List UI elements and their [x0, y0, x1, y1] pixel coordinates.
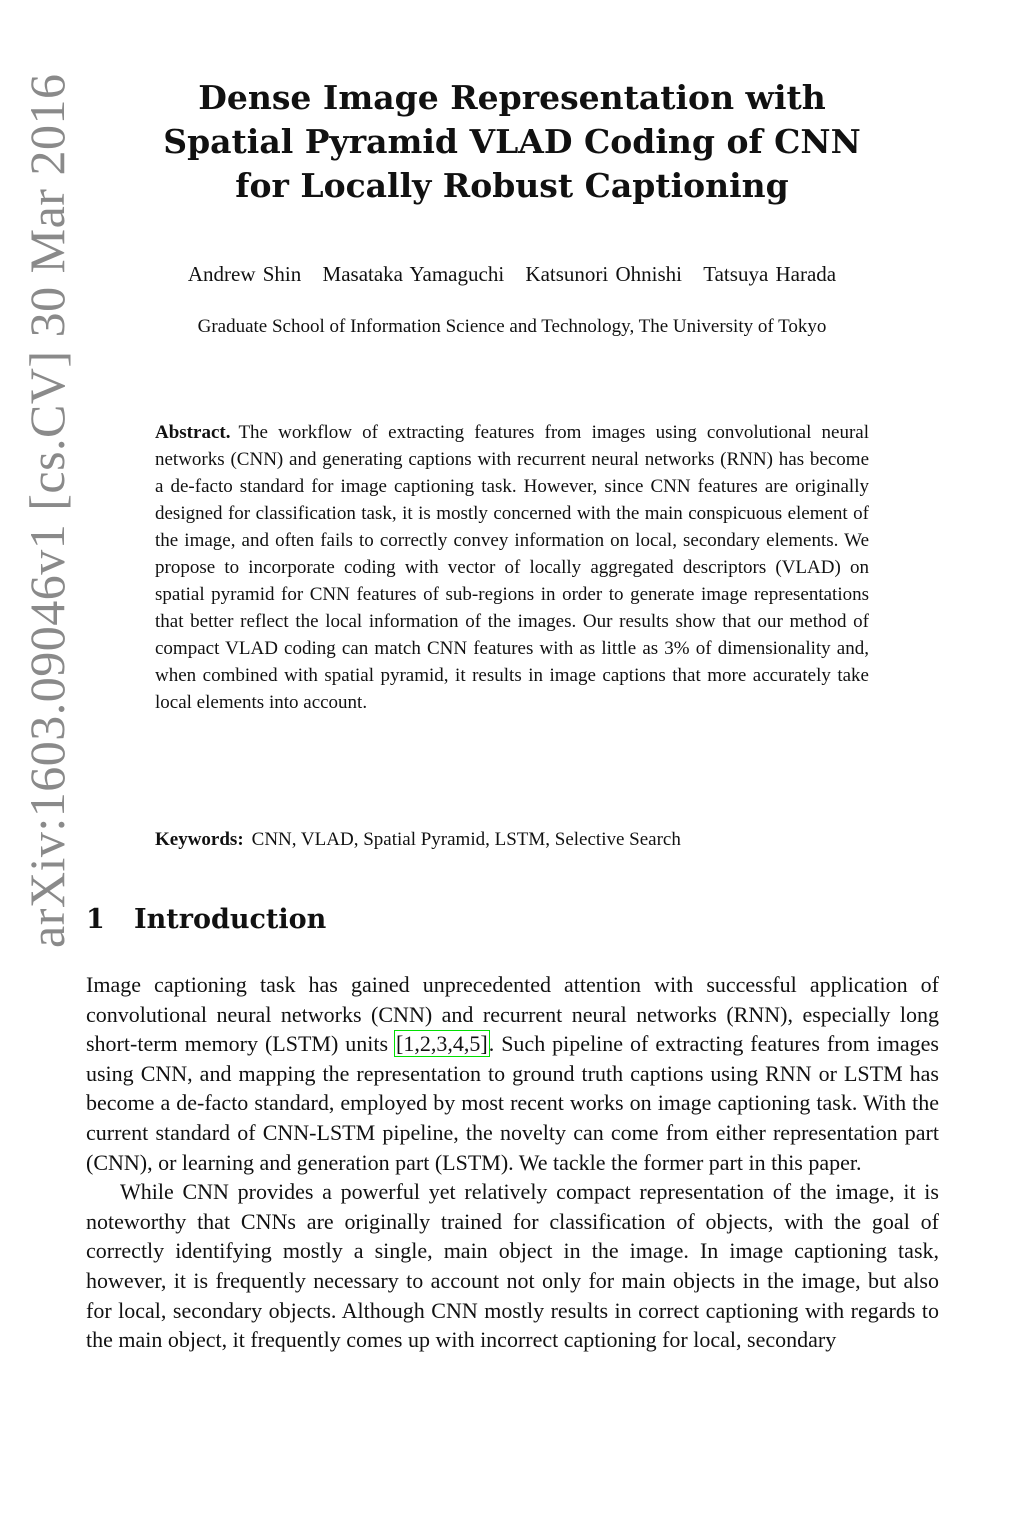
citation-link[interactable]: 1 — [403, 1031, 415, 1057]
keywords — [155, 826, 869, 853]
author-name: Tatsuya Harada — [703, 262, 837, 286]
author-name: Katsunori Ohnishi — [525, 262, 682, 286]
author-name: Masataka Yamaguchi — [322, 262, 505, 286]
citation-link[interactable]: 2 — [419, 1031, 431, 1057]
paragraph-text: . Such pipeline of extracting features from images using CNN, and mapping the representation to ground truth captions using RNN or LSTM has become a de-facto standard, employed by most recent works on image captioning task. With the current standard of CNN-LSTM pipeline, the novelty can come from either representation part (CNN), or learning and generation part (LSTM). We tackle the former part in this paper. — [86, 1031, 939, 1175]
author-name: Andrew Shin — [187, 262, 302, 286]
arxiv-identifier: arXiv:1603.09046v1 [cs.CV] 30 Mar 2016 — [19, 73, 75, 948]
abstract-text: The workflow of extracting features from images using convolutional neural networks (CNN) and generating captions with recurrent neural networks (RNN) has become a de-facto standard for image captioning task. However, since CNN features are originally designed for classification task, it is mostly concerned with the main conspicuous element of the image, and often fails to correctly convey information on local, secondary elements. We propose to incorporate coding with vector of locally aggregated descriptors (VLAD) on spatial pyramid for CNN features of sub-regions in order to generate image representations that better reflect the local information of the images. Our results show that our method of compact VLAD coding can match CNN features with as little as 3% of dimensionality and, when combined with spatial pyramid, it results in image captions that more accurately take local elements into account. — [155, 422, 869, 713]
abstract-label: Abstract. — [155, 422, 231, 443]
section-heading — [86, 904, 326, 935]
body-text — [86, 970, 939, 1355]
citation-link[interactable]: 3 — [436, 1031, 448, 1057]
abstract — [155, 419, 869, 716]
title-line: for Locally Robust Captioning — [235, 166, 789, 205]
keywords-label: Keywords: — [155, 829, 244, 850]
title-line: Spatial Pyramid VLAD Coding of CNN — [163, 122, 861, 161]
citation-group: [1,2,3,4,5] — [396, 1031, 488, 1057]
paper-title — [0, 76, 1024, 208]
section-number: 1 — [86, 904, 105, 935]
title-line: Dense Image Representation with — [198, 78, 826, 117]
affiliation: Graduate School of Information Science and Technology, The University of Tokyo — [197, 316, 827, 337]
citation-link[interactable]: 4 — [452, 1031, 464, 1057]
paragraph: While CNN provides a powerful yet relatively compact representation of the image, it is noteworthy that CNNs are originally trained for classification of objects, with the goal of correctly identifying mostly a single, main object in the image. In image captioning task, however, it is frequently necessary to account not only for main objects in the image, but also for local, secondary objects. Although CNN mostly results in correct captioning with regards to the main object, it frequently comes up with incorrect captioning for local, secondary — [86, 1179, 939, 1353]
paragraph-text: Image captioning task has gained unprecedented attention with successful application of convolutional neural networks (CNN) and recurrent neural networks (RNN), especially long short-term memory (LSTM) units — [86, 972, 939, 1057]
paragraph — [86, 970, 939, 1177]
citation-link[interactable]: 5 — [469, 1031, 481, 1057]
keywords-text: CNN, VLAD, Spatial Pyramid, LSTM, Selective Search — [251, 829, 681, 850]
section-title: Introduction — [134, 904, 327, 935]
author-list — [0, 262, 1024, 287]
